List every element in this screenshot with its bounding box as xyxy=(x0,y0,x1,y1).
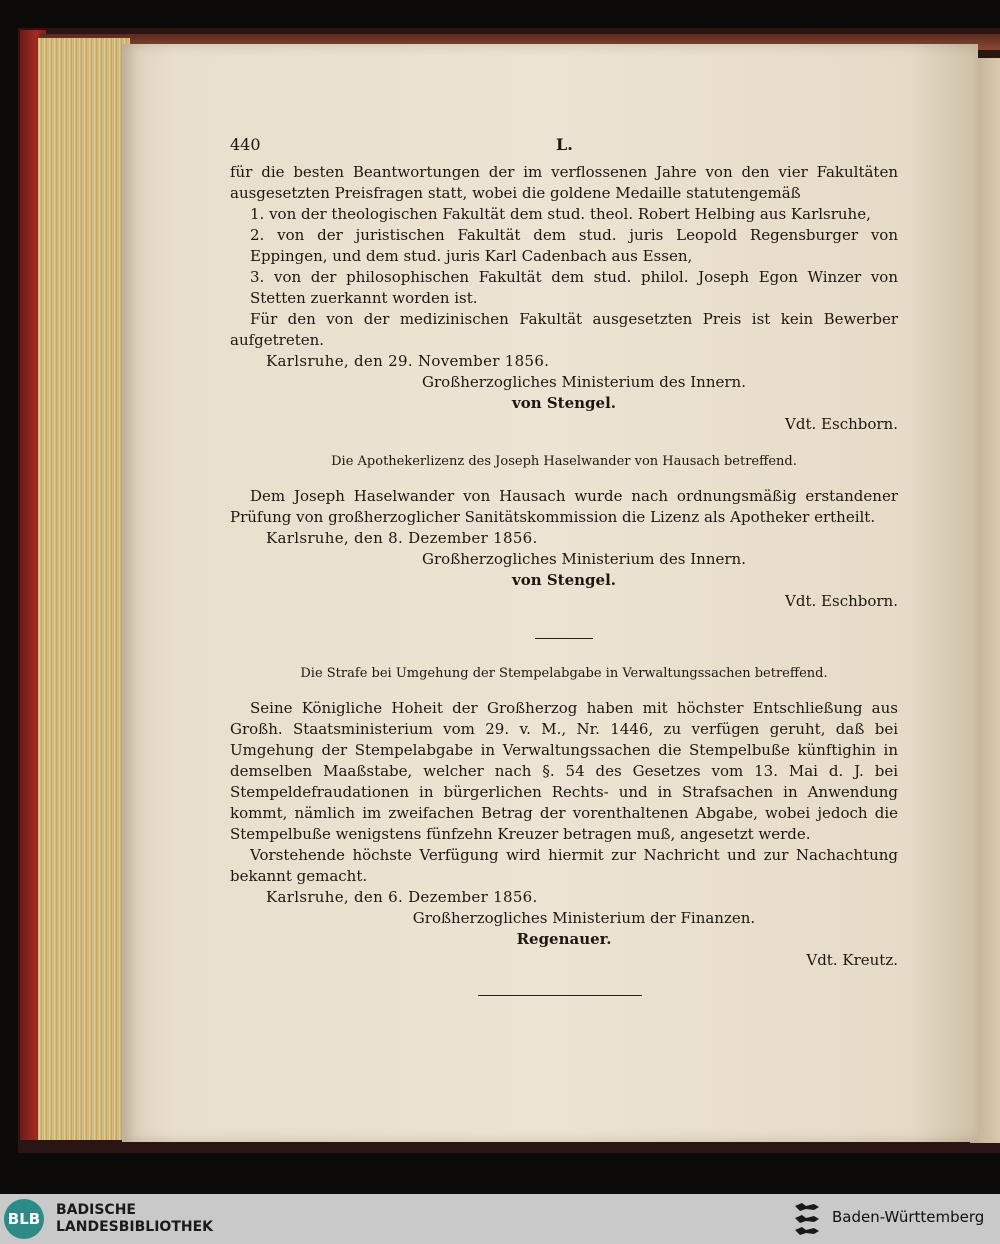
bw-lions-icon[interactable] xyxy=(792,1200,822,1238)
section1-intro: für die besten Beantwortungen der im verflossenen Jahre von den vier Fakultäten ausgesetzten Preisfragen statt, wobei die goldene Medaille statutengemäß xyxy=(230,163,898,202)
section3-vdt: Vdt. Kreutz. xyxy=(806,951,898,969)
blb-logo-icon[interactable]: BLB xyxy=(4,1199,44,1239)
section-divider xyxy=(535,638,593,639)
section1-signer: von Stengel. xyxy=(511,394,616,412)
section1-closing: Für den von der medizinischen Fakultät ausgesetzten Preis ist kein Bewerber aufgetreten. xyxy=(230,310,898,349)
section2-title: Die Apothekerlizenz des Joseph Haselwander von Hausach betreffend. xyxy=(331,454,797,469)
section2-body: Dem Joseph Haselwander von Hausach wurde nach ordnungsmäßig erstandener Prüfung von großherzoglicher Sanitätskommission die Lizenz als Apotheker ertheilt. xyxy=(230,487,898,526)
page-number: 440 xyxy=(230,135,261,154)
section3-ministry: Großherzogliches Ministerium der Finanzen. xyxy=(412,909,756,927)
section3-dateline: Karlsruhe, den 6. Dezember 1856. xyxy=(266,888,538,906)
section2-signer: von Stengel. xyxy=(511,571,616,589)
section2-ministry: Großherzogliches Ministerium des Innern. xyxy=(422,550,746,568)
page-content xyxy=(230,134,898,1011)
section1-item-3: 3. von der philosophischen Fakultät dem stud. philol. Joseph Egon Winzer von Stetten zuerkannt worden ist. xyxy=(250,268,898,307)
blb-name[interactable] xyxy=(56,1202,213,1236)
end-rule-wrap xyxy=(230,971,898,1011)
section2-vdt: Vdt. Eschborn. xyxy=(785,592,898,610)
page-edges xyxy=(38,38,130,1140)
section1-ministry: Großherzogliches Ministerium des Innern. xyxy=(422,373,746,391)
footer-bar xyxy=(0,1194,1000,1244)
book-page xyxy=(122,44,978,1142)
section3-signer: Regenauer. xyxy=(516,930,612,948)
end-rule xyxy=(478,995,642,996)
section3-body: Seine Königliche Hoheit der Großherzog haben mit höchster Entschließung aus Großh. Staatsministerium vom 29. v. M., Nr. 1446, zu verfügen geruht, daß bei Umgehung der Stempelabgabe in Verwaltungssachen die Stempelbuße künftighin in demselben Maaßstabe, welcher nach §. 54 des Gesetzes vom 13. Mai d. J. bei Stempeldefraudationen in bürgerlichen Rechts- und in Strafsachen in Anwendung kommt, nämlich im zweifachen Betrag der vorenthaltenen Abgabe, wobei jedoch die Stempelbuße wenigstens fünfzehn Kreuzer betragen muß, angesetzt werde. xyxy=(230,699,898,843)
section1-dateline: Karlsruhe, den 29. November 1856. xyxy=(266,352,550,370)
section2-dateline: Karlsruhe, den 8. Dezember 1856. xyxy=(266,529,538,547)
section3-closing: Vorstehende höchste Verfügung wird hiermit zur Nachricht und zur Nachachtung bekannt gemacht. xyxy=(230,846,898,885)
section1-vdt: Vdt. Eschborn. xyxy=(785,415,898,433)
section3-title: Die Strafe bei Umgehung der Stempelabgabe in Verwaltungssachen betreffend. xyxy=(300,666,828,681)
page-header xyxy=(230,134,898,162)
blb-name-line1: BADISCHE xyxy=(56,1202,136,1218)
blb-name-line2: LANDESBIBLIOTHEK xyxy=(56,1219,214,1235)
bw-name[interactable]: Baden-Württemberg xyxy=(832,1208,985,1226)
section1-item-1: 1. von der theologischen Fakultät dem stud. theol. Robert Helbing aus Karlsruhe, xyxy=(250,205,871,223)
section-letter: L. xyxy=(556,135,573,154)
section1-item-2: 2. von der juristischen Fakultät dem stud. juris Leopold Regensburger von Eppingen, und dem stud. juris Karl Cadenbach aus Essen, xyxy=(250,226,898,265)
